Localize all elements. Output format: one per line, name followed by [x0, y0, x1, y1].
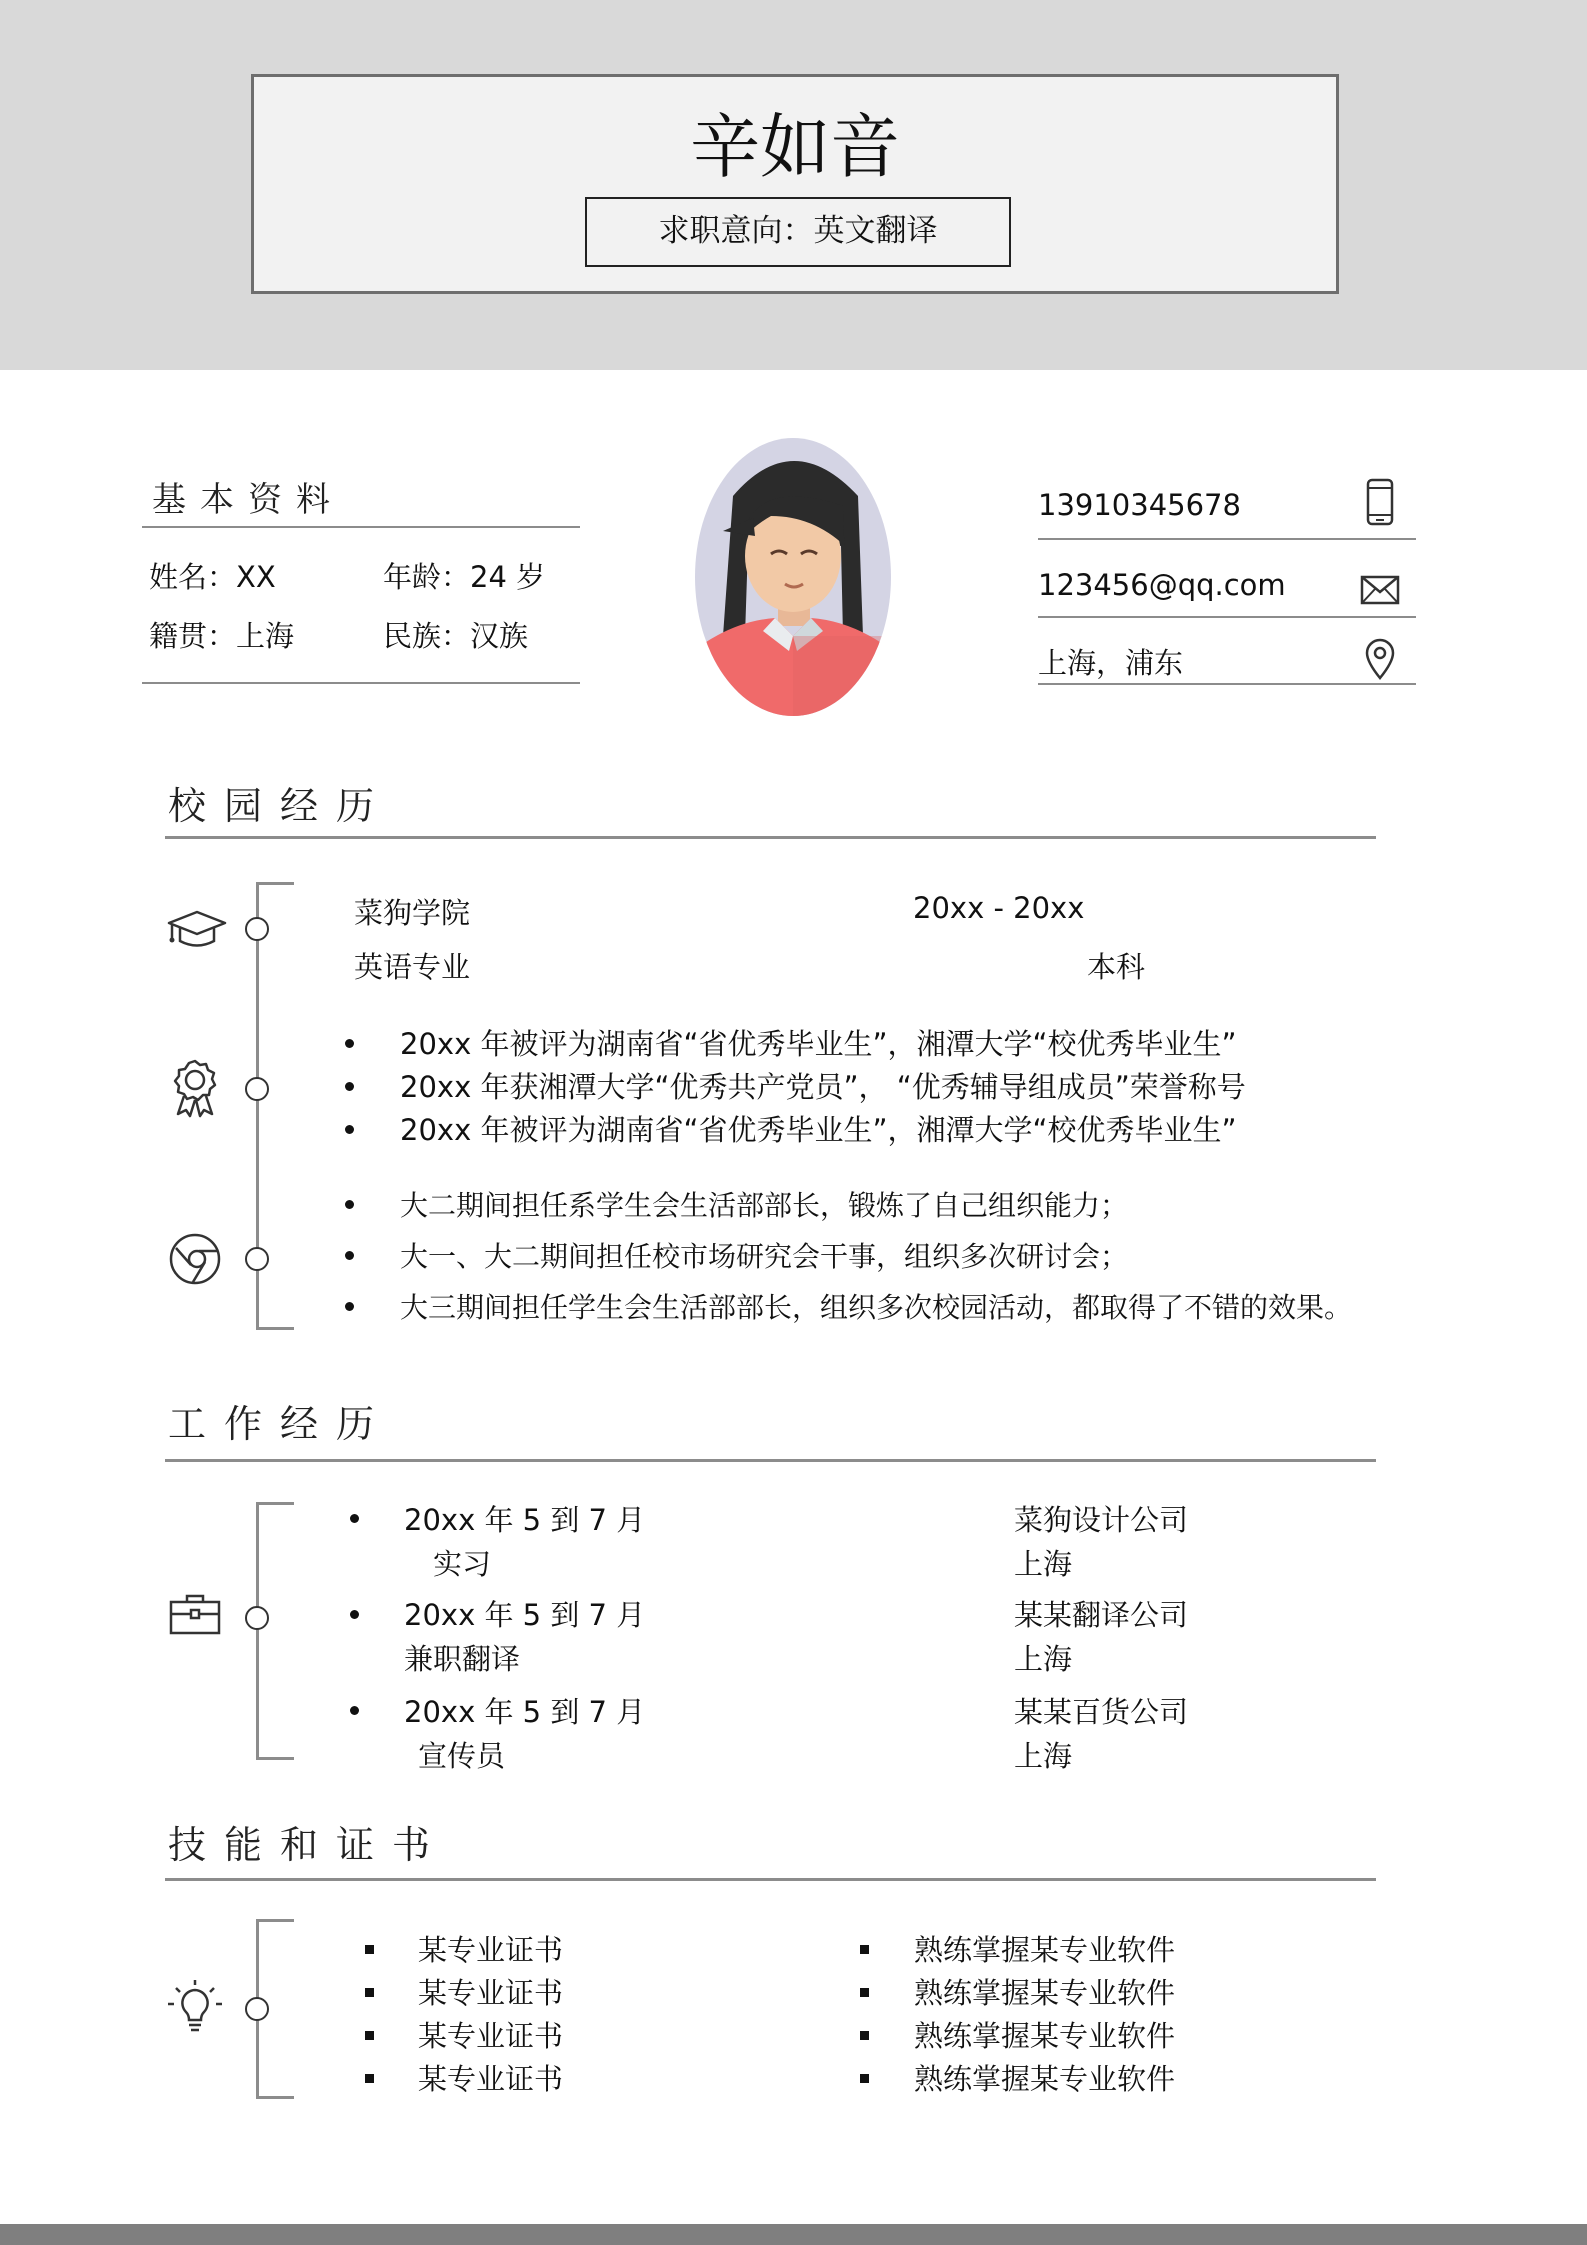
basic-origin: 籍贯：上海: [149, 619, 295, 653]
job-date: 20xx 年 5 到 7 月: [404, 1598, 646, 1632]
skills-section-rule: [165, 1878, 1376, 1881]
bullet: [345, 1125, 354, 1134]
lightbulb-icon: [166, 1978, 224, 2036]
graduation-cap-icon: [166, 908, 228, 950]
timeline-dot: [245, 917, 269, 941]
school-major: 英语专业: [354, 950, 471, 984]
square-bullet: [365, 2031, 374, 2040]
job-city: 上海: [1014, 1739, 1073, 1773]
job-city: 上海: [1014, 1642, 1073, 1676]
cert-item: 某专业证书: [418, 1976, 564, 2010]
phone-icon: [1366, 478, 1394, 526]
basic-name: 姓名：XX: [149, 560, 276, 594]
software-item: 熟练掌握某专业软件: [914, 2019, 1176, 2053]
contact-rule-1: [1038, 538, 1416, 540]
timeline-dot: [245, 1606, 269, 1630]
activity-item: 大一、大二期间担任校市场研究会干事，组织多次研讨会；: [400, 1240, 1129, 1273]
activity-item: 大二期间担任系学生会生活部部长，锻炼了自己组织能力；: [400, 1189, 1129, 1222]
bullet: [345, 1039, 354, 1048]
job-role: 兼职翻译: [404, 1642, 521, 1676]
honor-item: 20xx 年获湘潭大学“优秀共产党员”， “优秀辅导组成员”荣誉称号: [400, 1070, 1246, 1104]
footer-band: [0, 2224, 1587, 2245]
contact-address: 上海，浦东: [1038, 646, 1184, 680]
award-medal-icon: [170, 1058, 220, 1118]
activity-item: 大三期间担任学生会生活部部长，组织多次校园活动，都取得了不错的效果。: [400, 1291, 1353, 1324]
basic-age: 年龄：24 岁: [383, 560, 546, 594]
software-item: 熟练掌握某专业软件: [914, 1933, 1176, 1967]
mail-icon: [1360, 575, 1400, 605]
work-section-rule: [165, 1459, 1376, 1462]
skills-section-title: 技能和证书: [168, 1823, 449, 1867]
work-timeline: [256, 1502, 294, 1760]
basic-info-rule-bottom: [142, 682, 580, 684]
briefcase-icon: [168, 1592, 222, 1636]
cert-item: 某专业证书: [418, 2019, 564, 2053]
square-bullet: [365, 1945, 374, 1954]
job-company: 某某百货公司: [1014, 1695, 1189, 1729]
job-company: 某某翻译公司: [1014, 1598, 1189, 1632]
square-bullet: [365, 1988, 374, 1997]
square-bullet: [365, 2074, 374, 2083]
timeline-dot: [245, 1247, 269, 1271]
candidate-name: 辛如音: [690, 106, 900, 188]
cert-item: 某专业证书: [418, 1933, 564, 1967]
job-role: 实习: [433, 1547, 492, 1581]
timeline-dot: [245, 1997, 269, 2021]
school-name: 菜狗学院: [354, 896, 471, 930]
software-item: 熟练掌握某专业软件: [914, 1976, 1176, 2010]
job-company: 菜狗设计公司: [1014, 1503, 1189, 1537]
job-intent: 求职意向：英文翻译: [585, 197, 1011, 267]
bullet: [350, 1706, 359, 1715]
title-box: [251, 74, 1339, 294]
bullet: [345, 1082, 354, 1091]
job-date: 20xx 年 5 到 7 月: [404, 1695, 646, 1729]
contact-phone: 13910345678: [1038, 488, 1241, 522]
job-date: 20xx 年 5 到 7 月: [404, 1503, 646, 1537]
square-bullet: [860, 2074, 869, 2083]
contact-rule-3: [1038, 683, 1416, 685]
bullet: [350, 1514, 359, 1523]
bullet: [345, 1200, 354, 1209]
contact-email: 123456@qq.com: [1038, 568, 1286, 602]
timeline-dot: [245, 1077, 269, 1101]
cert-item: 某专业证书: [418, 2062, 564, 2096]
square-bullet: [860, 1945, 869, 1954]
bullet: [345, 1251, 354, 1260]
software-item: 熟练掌握某专业软件: [914, 2062, 1176, 2096]
location-pin-icon: [1364, 638, 1396, 680]
campus-section-title: 校园经历: [168, 784, 393, 828]
square-bullet: [860, 2031, 869, 2040]
basic-ethnicity: 民族：汉族: [383, 619, 529, 653]
school-degree: 本科: [1087, 950, 1146, 984]
basic-info-title: 基本资料: [152, 480, 344, 520]
contact-rule-2: [1038, 616, 1416, 618]
honor-item: 20xx 年被评为湖南省“省优秀毕业生”，湘潭大学“校优秀毕业生”: [400, 1113, 1237, 1147]
browser-globe-icon: [168, 1232, 222, 1286]
campus-section-rule: [165, 836, 1376, 839]
job-role: 宣传员: [418, 1739, 506, 1773]
honor-item: 20xx 年被评为湖南省“省优秀毕业生”，湘潭大学“校优秀毕业生”: [400, 1027, 1237, 1061]
job-city: 上海: [1014, 1547, 1073, 1581]
avatar: [693, 436, 893, 718]
square-bullet: [860, 1988, 869, 1997]
bullet: [345, 1302, 354, 1311]
basic-info-rule-top: [142, 526, 580, 528]
school-years: 20xx - 20xx: [913, 891, 1085, 925]
bullet: [350, 1610, 359, 1619]
work-section-title: 工作经历: [168, 1402, 393, 1446]
